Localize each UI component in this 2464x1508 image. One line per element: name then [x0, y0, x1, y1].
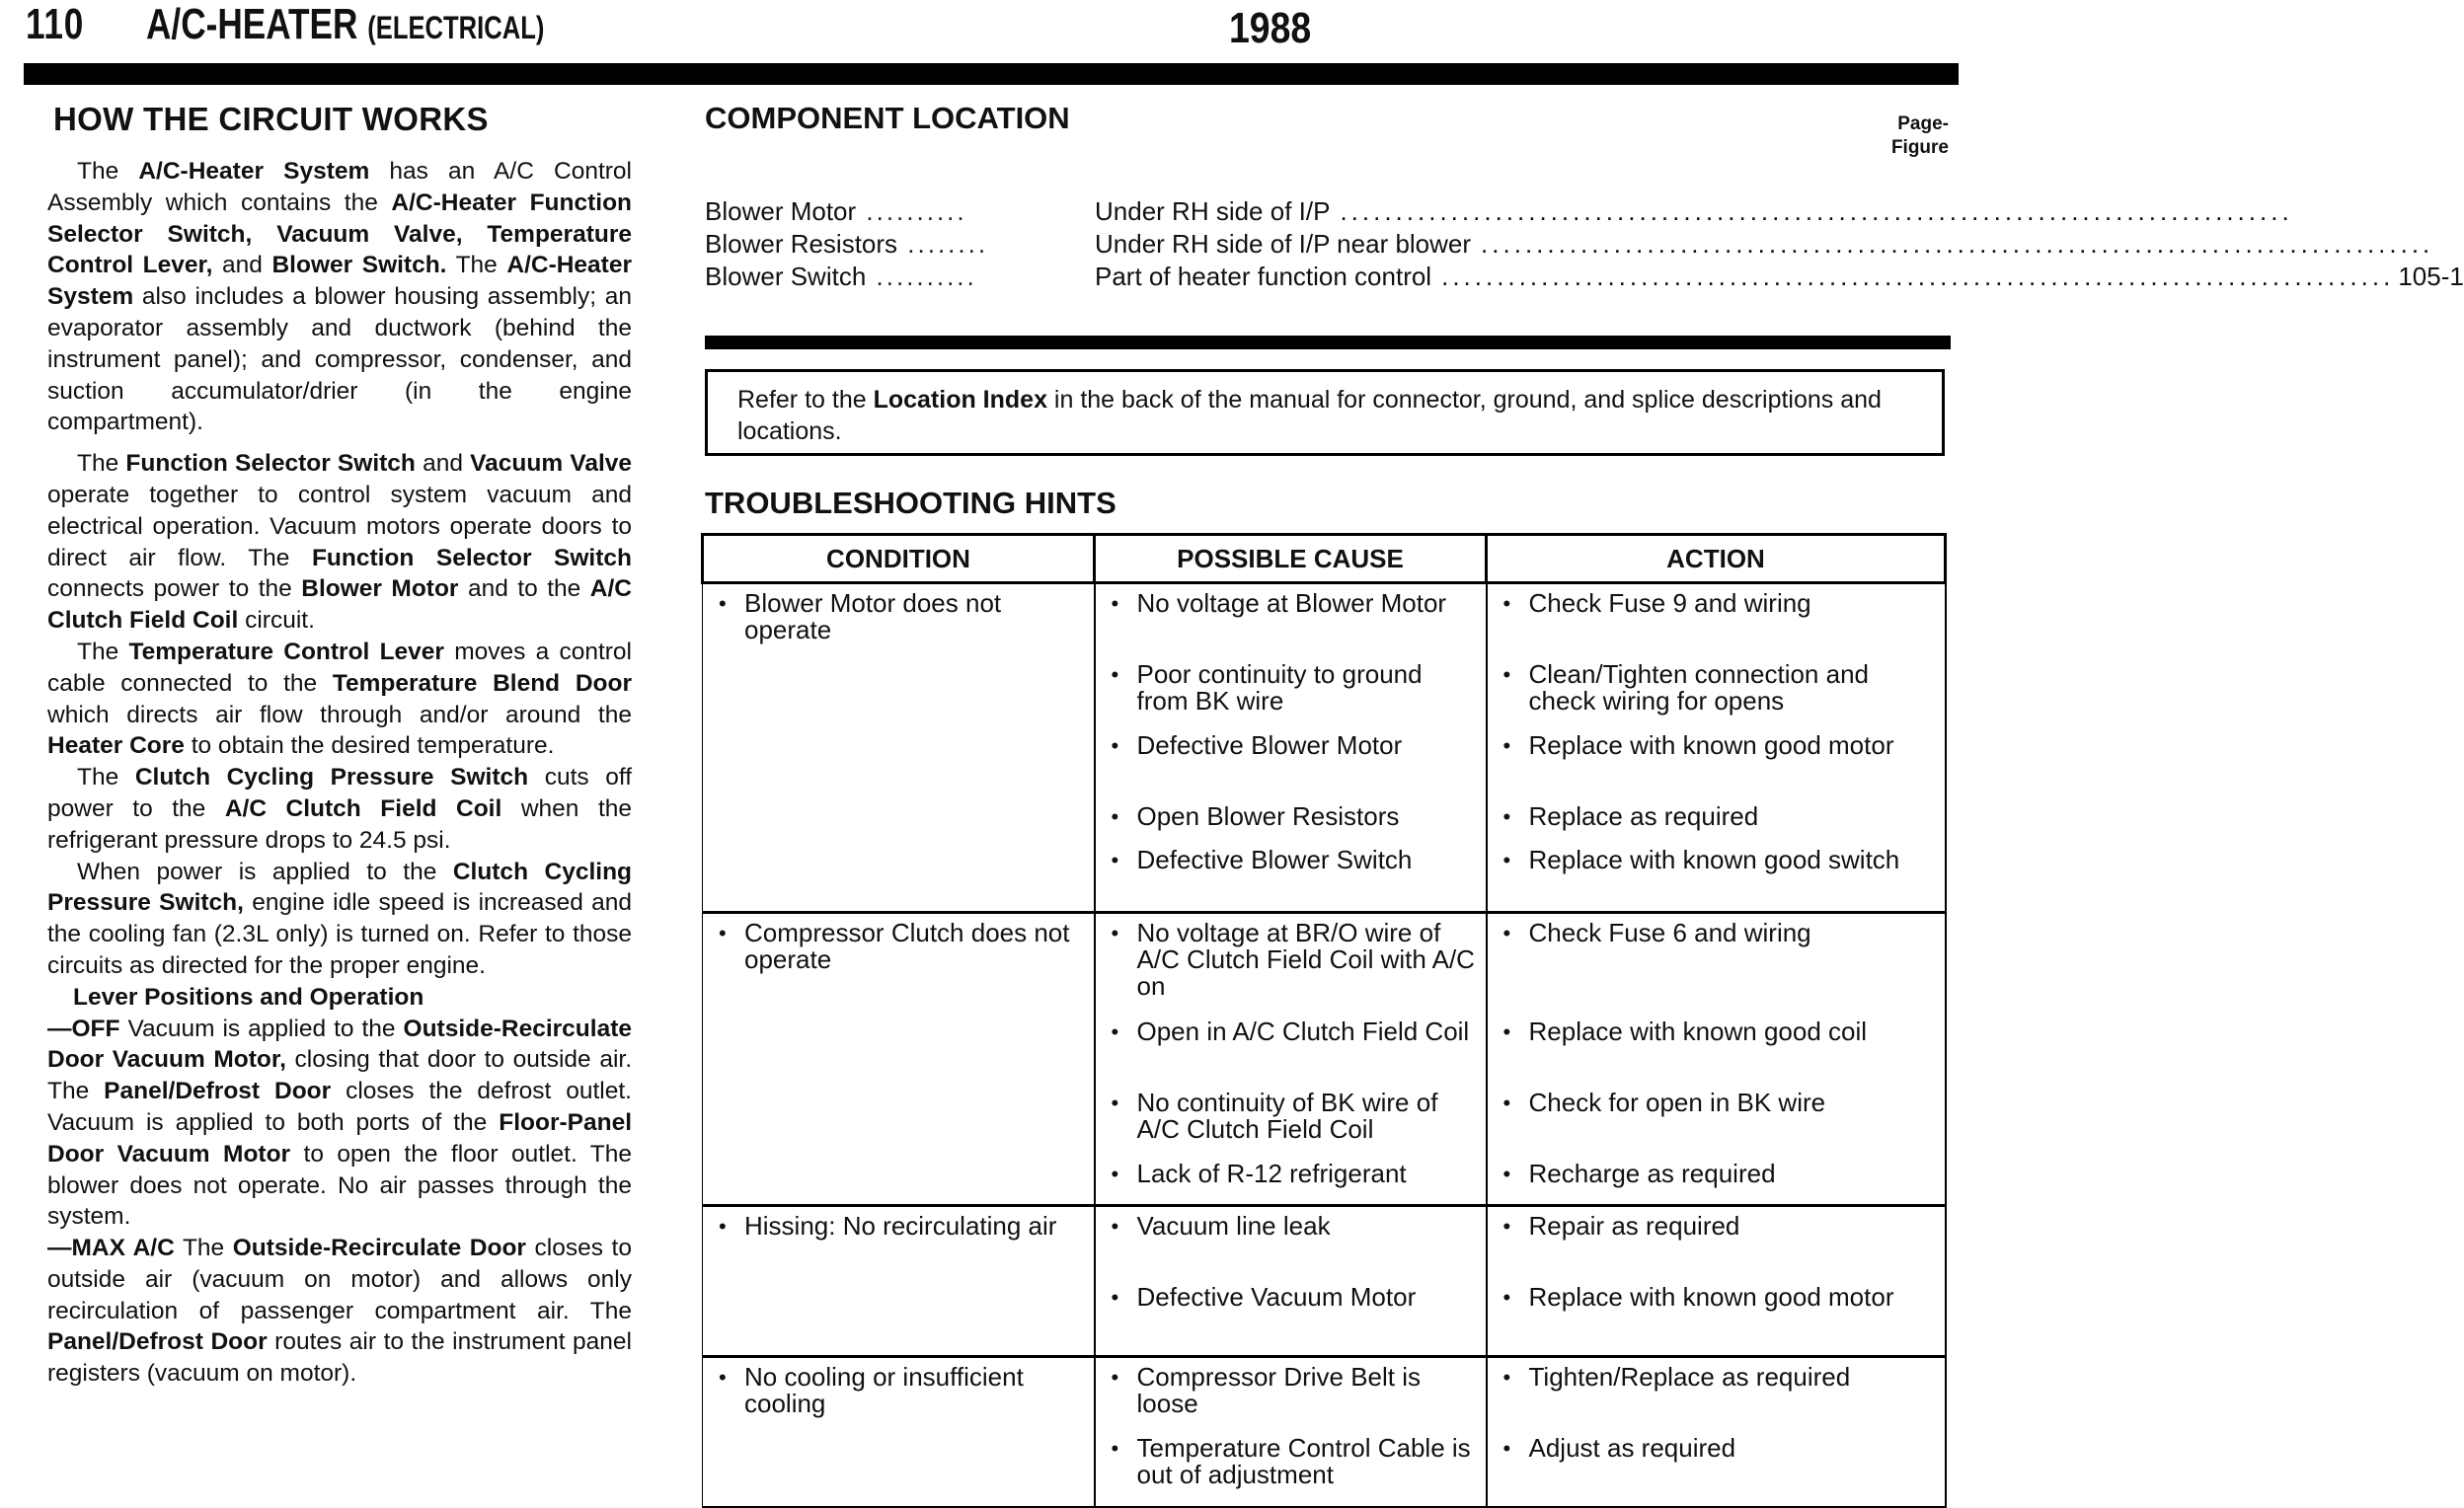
action-item: • Replace with known good coil — [1502, 1017, 1868, 1046]
component-name: Blower Switch — [705, 262, 867, 291]
para-3: The Temperature Control Lever moves a control cable connected to the Temperature Blend Door which directs air flow through and/or around the Heater Core to obtain the desired temperature. — [47, 638, 632, 760]
action-item: • Clean/Tighten connection and check wiring for opens — [1502, 659, 1869, 716]
para-1: The A/C-Heater System has an A/C Control Assembly which contains the A/C-Heater Function Selector Switch, Vacuum Valve, Temperature Control Lever, and Blower Switch. The A/C-Heater System also includes a blower housing assembly; an evaporator assembly and ductwork (behind the instrument panel); and compressor, condenser, and suction accumulator/drier (in the engine compartment). — [47, 158, 633, 436]
action-item: • Check Fuse 9 and wiring — [1502, 588, 1811, 618]
action-item: • Replace as required — [1502, 801, 1759, 831]
action-item: • Replace with known good motor — [1502, 730, 1894, 760]
year-label: 1988 — [1229, 4, 1312, 52]
header-rule — [24, 63, 1959, 85]
para-off: —OFF Vacuum is applied to the Outside-Recirculate Door Vacuum Motor, closing that door to outside air. The Panel/Defrost Door closes the defrost outlet. Vacuum is applied to both ports of the Floor-Panel Door Vacuum Motor to open the floor outlet. The blower does not operate. No air passes through the system. — [47, 1015, 633, 1231]
component-name: Blower Motor — [705, 196, 857, 226]
component-location: Part of heater function control — [1095, 262, 1432, 291]
header-action: ACTION — [1487, 535, 1946, 583]
header-possible-cause: POSSIBLE CAUSE — [1095, 535, 1487, 583]
table-row — [703, 913, 1946, 1206]
condition-item: • Hissing: No recirculating air — [719, 1211, 1057, 1241]
location-row: Blower Switch .......... Part of heater function control ...................................................................................... 105-1 — [705, 262, 2464, 291]
table-row — [703, 1357, 1946, 1508]
component-location-table — [705, 195, 2464, 293]
page-title — [146, 0, 544, 49]
action-item: • Adjust as required — [1502, 1433, 1736, 1463]
action-item: • Check Fuse 6 and wiring — [1502, 918, 1811, 947]
component-location: Under RH side of I/P — [1095, 196, 1331, 226]
page-number: 110 — [26, 0, 85, 48]
component-page: 105-1 — [2398, 262, 2464, 291]
cause-item: • Compressor Drive Belt is loose — [1111, 1362, 1422, 1418]
troubleshooting-table — [701, 533, 1947, 1508]
para-4: The Clutch Cycling Pressure Switch cuts off power to the A/C Clutch Field Coil when the refrigerant pressure drops to 24.5 psi. — [47, 764, 633, 854]
cause-item: • No voltage at Blower Motor — [1111, 588, 1447, 618]
section-rule — [705, 336, 1951, 349]
component-location: Under RH side of I/P near blower — [1095, 229, 1472, 259]
action-item: • Replace with known good motor — [1502, 1282, 1894, 1312]
cause-item: • Defective Blower Motor — [1111, 730, 1403, 760]
cause-item: • Open in A/C Clutch Field Coil — [1111, 1017, 1470, 1046]
component-name: Blower Resistors — [705, 229, 898, 259]
location-row: Blower Resistors ........ Under RH side of I/P near blower ...................................................................................... — [705, 229, 2434, 259]
cause-item: • Defective Vacuum Motor — [1111, 1282, 1417, 1312]
condition-item: • Compressor Clutch does not operate — [719, 918, 1070, 974]
page-header — [0, 0, 1959, 59]
action-item: • Tighten/Replace as required — [1502, 1362, 1851, 1392]
cause-item: • Temperature Control Cable is out of adjustment — [1111, 1433, 1471, 1489]
troubleshooting-title: TROUBLESHOOTING HINTS — [705, 486, 1116, 520]
para-max-ac: —MAX A/C The Outside-Recirculate Door closes to outside air (vacuum on motor) and allows only recirculation of passenger compartment air. The Panel/Defrost Door routes air to the instrument panel registers (vacuum on motor). — [47, 1235, 632, 1388]
action-item: • Replace with known good switch — [1502, 845, 1900, 874]
header-condition: CONDITION — [703, 535, 1095, 583]
cause-item: • Vacuum line leak — [1111, 1211, 1331, 1241]
cause-item: • Defective Blower Switch — [1111, 845, 1413, 874]
para-5: When power is applied to the Clutch Cycling Pressure Switch, engine idle speed is increased and the cooling fan (2.3L only) is turned on. Refer to those circuits as directed for the proper engine. — [47, 858, 633, 979]
how-circuit-works-section — [47, 101, 632, 1390]
cause-item: • Open Blower Resistors — [1111, 801, 1400, 831]
title-sub: (ELECTRICAL) — [367, 10, 545, 45]
lever-title: Lever Positions and Operation — [73, 983, 424, 1011]
cause-item: • No continuity of BK wire of A/C Clutch Field Coil — [1111, 1088, 1438, 1144]
cause-item: • Poor continuity to ground from BK wire — [1111, 659, 1423, 716]
action-item: • Recharge as required — [1502, 1159, 1776, 1188]
table-row — [703, 1206, 1946, 1357]
cause-item: • Lack of R-12 refrigerant — [1111, 1159, 1407, 1188]
cause-item: • No voltage at BR/O wire of A/C Clutch Field Coil with A/C on — [1111, 918, 1475, 1001]
component-location-title: COMPONENT LOCATION — [705, 101, 1070, 135]
condition-item: • Blower Motor does not operate — [719, 588, 1002, 644]
table-row — [703, 583, 1946, 913]
page-figure-label: Page- Figure — [1890, 113, 1949, 158]
how-title: HOW THE CIRCUIT WORKS — [53, 101, 489, 137]
title-main: A/C-HEATER — [146, 0, 358, 48]
reference-note: Refer to the Location Index in the back of the manual for connector, ground, and splice descriptions and locations. — [705, 369, 1945, 456]
location-row: Blower Motor .......... Under RH side of I/P ...................................................................................... — [705, 196, 2293, 226]
action-item: • Check for open in BK wire — [1502, 1088, 1826, 1117]
action-item: • Repair as required — [1502, 1211, 1740, 1241]
condition-item: • No cooling or insufficient cooling — [719, 1362, 1024, 1418]
para-2: The Function Selector Switch and Vacuum Valve operate together to control system vacuum and electrical operation. Vacuum motors operate doors to direct air flow. The Function Selector Switch connects power to the Blower Motor and to the A/C Clutch Field Coil circuit. — [47, 450, 632, 635]
